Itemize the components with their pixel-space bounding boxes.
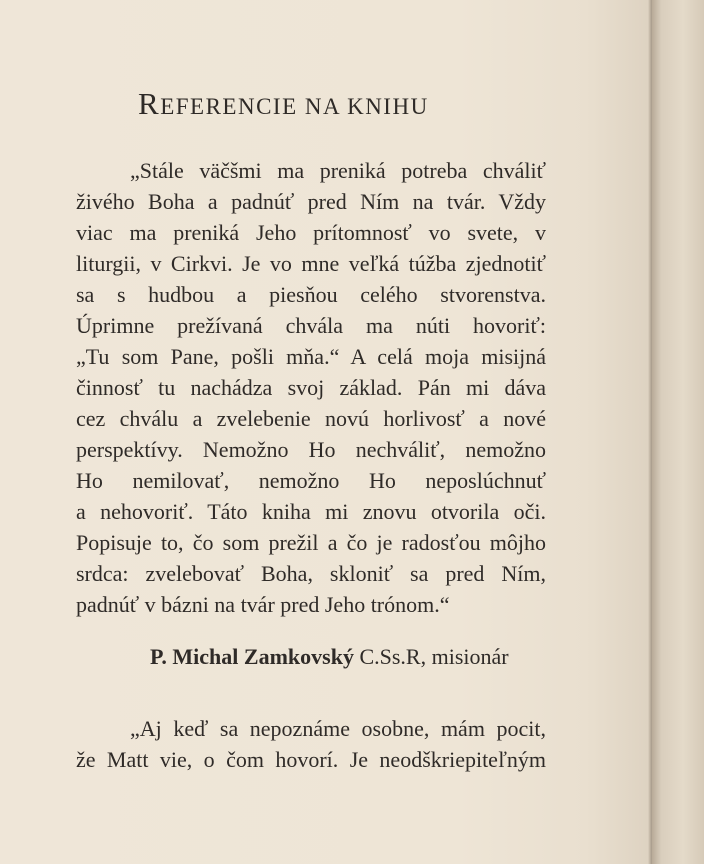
quote-1-line: srdca: zvelebovať Boha, skloniť sa pred Ním, (76, 561, 546, 586)
quote-1-line: „Stále väčšmi ma preniká potreba chváliť (130, 158, 546, 183)
quote-2-line: „Aj keď sa nepoznáme osobne, mám pocit, (130, 716, 546, 741)
quote-1-line: Ho nemilovať, nemožno Ho neposlúchnuť (76, 468, 546, 493)
quote-1-line: liturgii, v Cirkvi. Je vo mne veľká túžba zjednotiť (76, 251, 546, 276)
quote-1-line: živého Boha a padnúť pred Ním na tvár. Vždy (76, 189, 546, 214)
heading-initial: R (138, 86, 161, 121)
quote-1-line: činnosť tu nachádza svoj základ. Pán mi dáva (76, 375, 546, 400)
quote-1-line: Úprimne prežívaná chvála ma núti hovoriť: (76, 313, 546, 338)
quote-1-line: viac ma preniká Jeho prítomnosť vo svete, v (76, 220, 546, 245)
heading-rest: EFERENCIE NA KNIHU (160, 94, 429, 119)
quote-1-line: a nehovoriť. Táto kniha mi znovu otvorila oči. (76, 499, 546, 524)
author-title: C.Ss.R, misionár (353, 644, 509, 669)
quote-1-line: „Tu som Pane, pošli mňa.“ A celá moja misijná (76, 344, 546, 369)
next-page-edge (652, 0, 704, 864)
quote-1-line: Popisuje to, čo som prežil a čo je radosťou môjho (76, 530, 546, 555)
quote-1-line: cez chválu a zvelebenie novú horlivosť a nové (76, 406, 546, 431)
author-name: P. Michal Zamkovský (150, 644, 354, 669)
quote-1-line: perspektívy. Nemožno Ho nechváliť, nemožno (76, 437, 546, 462)
quote-1-line: padnúť v bázni na tvár pred Jeho trónom.“ (76, 592, 450, 617)
quote-1-line: sa s hudbou a piesňou celého stvorenstva. (76, 282, 546, 307)
quote-1-attribution (150, 644, 509, 670)
quote-2-line: že Matt vie, o čom hovorí. Je neodškriepiteľným (76, 747, 546, 772)
section-heading (138, 86, 429, 122)
